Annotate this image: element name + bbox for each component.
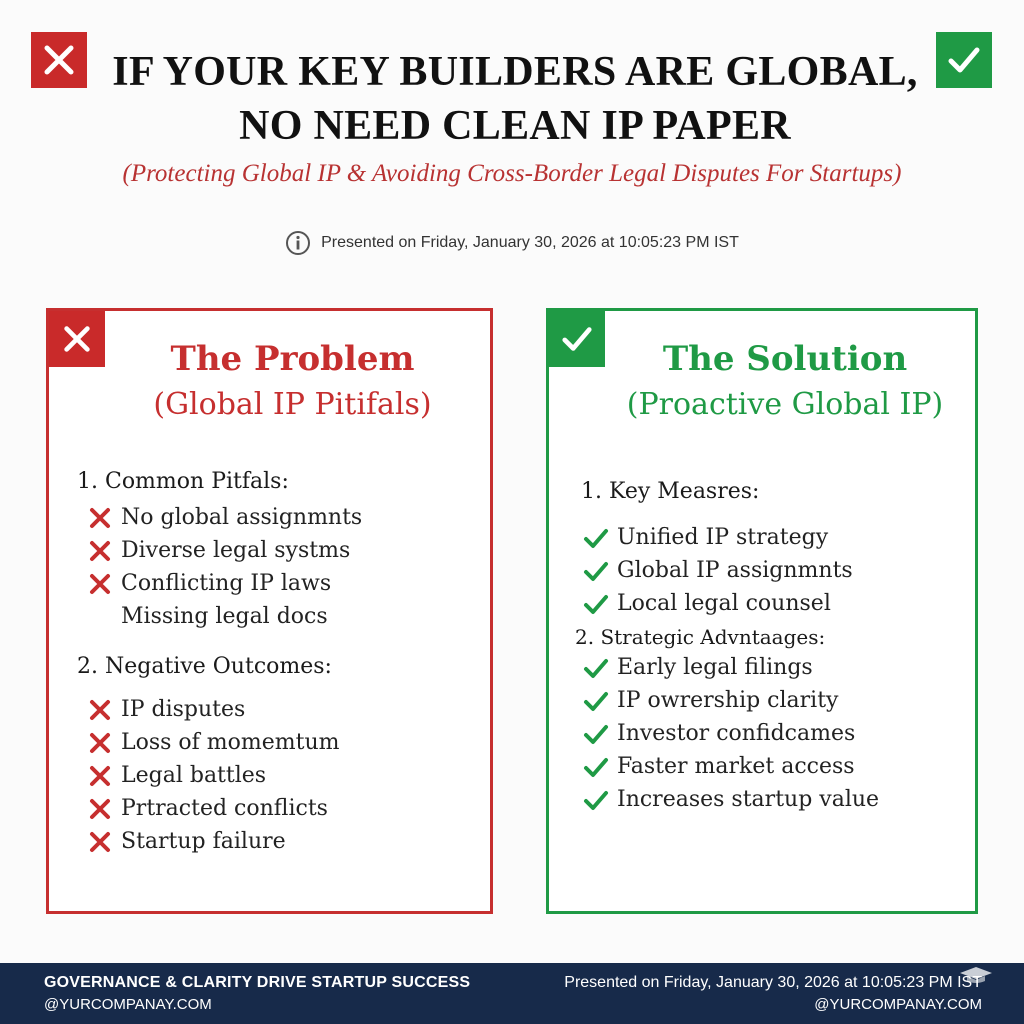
list-item: Early legal filings	[583, 651, 879, 684]
x-mark-icon	[87, 765, 113, 787]
check-mark-icon	[583, 690, 609, 712]
x-mark-icon	[87, 699, 113, 721]
list-item: Faster market access	[583, 750, 879, 783]
footer-presented: Presented on Friday, January 30, 2026 at 10:05:23 PM IST	[564, 974, 982, 991]
x-mark-icon	[31, 32, 87, 88]
list-item: Conflicting IP laws	[87, 567, 362, 600]
list-item: Investor confidcames	[583, 717, 879, 750]
problem-list-2	[87, 693, 340, 858]
page-title-line-2: NO NEED CLEAN IP PAPER	[239, 103, 791, 149]
x-mark-icon	[87, 732, 113, 754]
list-item: IP disputes	[87, 693, 340, 726]
solution-list-2	[583, 651, 879, 816]
list-item: Startup failure	[87, 825, 340, 858]
solution-panel	[546, 308, 978, 914]
check-mark-icon	[549, 311, 605, 367]
x-mark-icon	[87, 798, 113, 820]
check-mark-icon	[583, 723, 609, 745]
presented-line	[0, 230, 1024, 256]
check-mark-icon	[583, 657, 609, 679]
list-item: Global IP assignmnts	[583, 554, 853, 587]
problem-title: The Problem	[170, 339, 415, 379]
list-item: Missing legal docs	[121, 604, 328, 629]
x-mark-icon	[87, 831, 113, 853]
problem-section-1-heading: 1. Common Pitfals:	[77, 469, 289, 494]
problem-panel	[46, 308, 493, 914]
check-mark-icon	[583, 593, 609, 615]
problem-list-1	[87, 501, 362, 633]
problem-subtitle: (Global IP Pitifals)	[153, 387, 432, 422]
list-item: Prtracted conflicts	[87, 792, 340, 825]
problem-section-2-heading: 2. Negative Outcomes:	[77, 654, 332, 679]
list-item: Legal battles	[87, 759, 340, 792]
page-title-line-1: IF YOUR KEY BUILDERS ARE GLOBAL,	[112, 49, 918, 95]
footer-tagline: GOVERNANCE & CLARITY DRIVE STARTUP SUCCESS	[44, 974, 471, 991]
solution-list-1	[583, 521, 853, 620]
list-item: IP owrership clarity	[583, 684, 879, 717]
check-mark-icon	[583, 756, 609, 778]
list-item: No global assignmnts	[87, 501, 362, 534]
check-mark-icon	[583, 527, 609, 549]
footer-handle-right: @YURCOMPANAY.COM	[814, 996, 982, 1013]
check-mark-icon	[583, 560, 609, 582]
solution-subtitle: (Proactive Global IP)	[626, 387, 944, 422]
list-item: Increases startup value	[583, 783, 879, 816]
list-item: Diverse legal systms	[87, 534, 362, 567]
x-mark-icon	[87, 540, 113, 562]
list-item: Local legal counsel	[583, 587, 853, 620]
list-item: Loss of momemtum	[87, 726, 340, 759]
footer-handle-left: @YURCOMPANAY.COM	[44, 996, 212, 1013]
x-mark-icon	[87, 507, 113, 529]
presented-text: Presented on Friday, January 30, 2026 at 10:05:23 PM IST	[321, 234, 739, 251]
check-mark-icon	[936, 32, 992, 88]
info-icon	[285, 230, 311, 256]
solution-section-2-heading: 2. Strategic Advntaages:	[575, 625, 826, 649]
solution-section-1-heading: 1. Key Measres:	[581, 479, 760, 504]
check-mark-icon	[583, 789, 609, 811]
list-item: Unified IP strategy	[583, 521, 853, 554]
solution-title: The Solution	[662, 339, 908, 379]
x-mark-icon	[87, 573, 113, 595]
page-subtitle: (Protecting Global IP & Avoiding Cross-Border Legal Disputes For Startups)	[122, 160, 902, 187]
footer-bar	[0, 963, 1024, 1024]
x-mark-icon	[49, 311, 105, 367]
